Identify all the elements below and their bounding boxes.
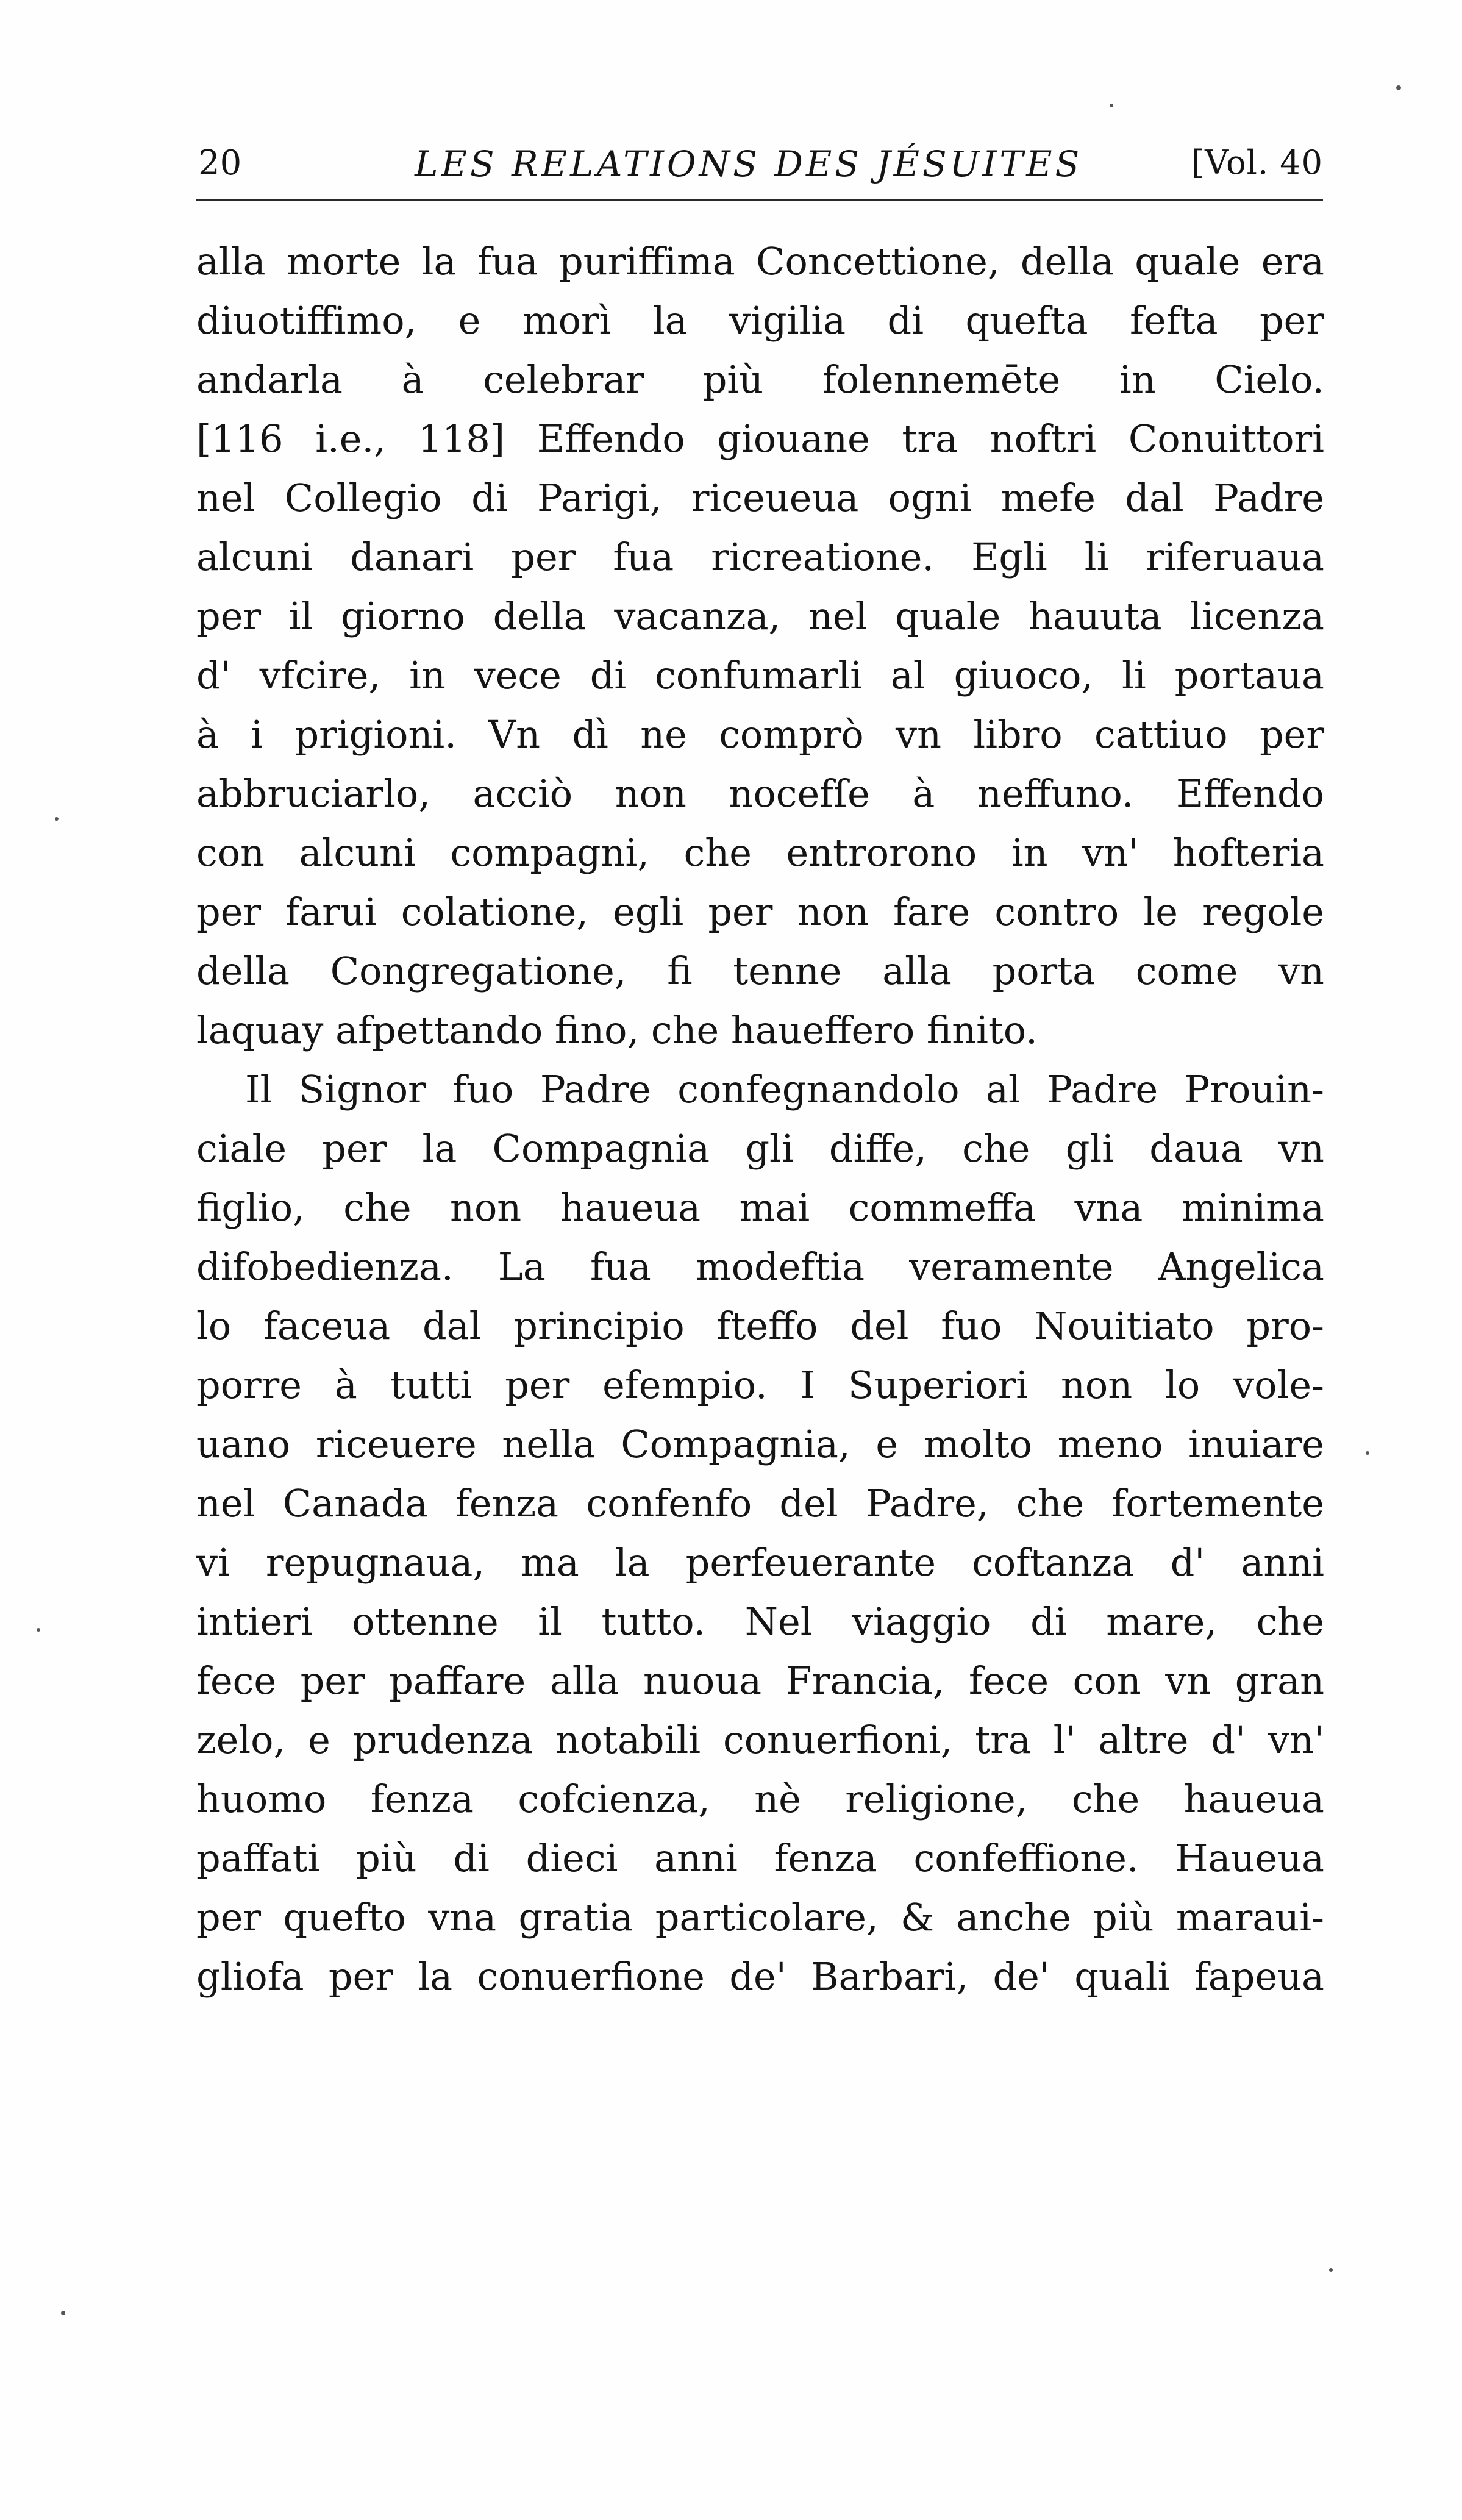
text-line: figlio, che non haueua mai commeffa vna minima — [196, 1185, 1324, 1230]
scan-speck — [1110, 104, 1113, 107]
scan-speck — [1366, 1451, 1369, 1455]
text-line: con alcuni compagni, che entrorono in vn' hofteria — [196, 830, 1324, 875]
text-line: huomo fenza cofcienza, nè religione, che haueua — [196, 1777, 1324, 1821]
text-line: diuotiffimo, e morì la vigilia di quefta fefta per — [196, 298, 1324, 343]
paragraph-1 — [196, 232, 1324, 1060]
text-line: nel Canada fenza confenfo del Padre, che fortemente — [196, 1481, 1324, 1526]
text-line: vi repugnaua, ma la perfeuerante coftanza d' anni — [196, 1540, 1324, 1585]
text-line: alla morte la fua puriffima Concettione, della quale era — [196, 239, 1324, 284]
running-head — [198, 143, 1323, 198]
text-line: d' vfcire, in vece di confumarli al giuoco, li portaua — [196, 653, 1324, 698]
page-number: 20 — [198, 143, 242, 183]
header-rule — [196, 199, 1323, 201]
text-line: difobedienza. La fua modeftia veramente Angelica — [196, 1244, 1324, 1289]
scan-speck — [55, 817, 59, 821]
volume-label: [Vol. 40 — [1191, 143, 1323, 182]
scan-speck — [37, 1628, 40, 1632]
text-line: porre à tutti per efempio. I Superiori non lo vole- — [196, 1363, 1324, 1407]
paragraph-2 — [196, 1060, 1324, 2006]
text-line: intieri ottenne il tutto. Nel viaggio di mare, che — [196, 1599, 1324, 1644]
text-line: lo faceua dal principio fteffo del fuo Nouitiato pro- — [196, 1304, 1324, 1348]
text-line: per farui colatione, egli per non fare contro le regole — [196, 890, 1324, 934]
body-text — [196, 232, 1324, 2006]
scan-speck — [1396, 85, 1401, 90]
text-line: abbruciarlo, acciò non nocefſe à neffuno. Effendo — [196, 771, 1324, 816]
text-line: per quefto vna gratia particolare, & anche più maraui- — [196, 1895, 1324, 1940]
text-line: della Congregatione, fi tenne alla porta come vn — [196, 949, 1324, 993]
text-line: [116 i.e., 118] Effendo giouane tra noftri Conuittori — [196, 416, 1324, 461]
text-line: paffati più di dieci anni fenza confeffione. Haueua — [196, 1836, 1324, 1880]
text-line: gliofa per la conuerfione de' Barbari, de' quali fapeua — [196, 1954, 1324, 1999]
text-line: andarla à celebrar più folennemēte in Cielo. — [196, 357, 1324, 402]
scan-speck — [1329, 2268, 1333, 2272]
running-title: LES RELATIONS DES JÉSUITES — [415, 143, 1083, 185]
text-line: alcuni danari per fua ricreatione. Egli li riferuaua — [196, 535, 1324, 579]
text-line: zelo, e prudenza notabili conuerfioni, tra l' altre d' vn' — [196, 1718, 1324, 1762]
text-line: nel Collegio di Parigi, riceueua ogni mefe dal Padre — [196, 476, 1324, 520]
text-line: uano riceuere nella Compagnia, e molto meno inuiare — [196, 1422, 1324, 1466]
text-line: à i prigioni. Vn dì ne comprò vn libro cattiuo per — [196, 712, 1324, 757]
text-line: laquay afpettando fino, che haueffero finito. — [196, 1008, 1038, 1052]
text-line: ciale per la Compagnia gli diffe, che gli daua vn — [196, 1126, 1324, 1171]
scan-speck — [61, 2311, 65, 2315]
text-line: Il Signor fuo Padre confegnandolo al Padre Prouin- — [245, 1067, 1324, 1112]
text-line: per il giorno della vacanza, nel quale hauuta licenza — [196, 594, 1324, 638]
text-line: fece per paffare alla nuoua Francia, fece con vn gran — [196, 1658, 1324, 1703]
